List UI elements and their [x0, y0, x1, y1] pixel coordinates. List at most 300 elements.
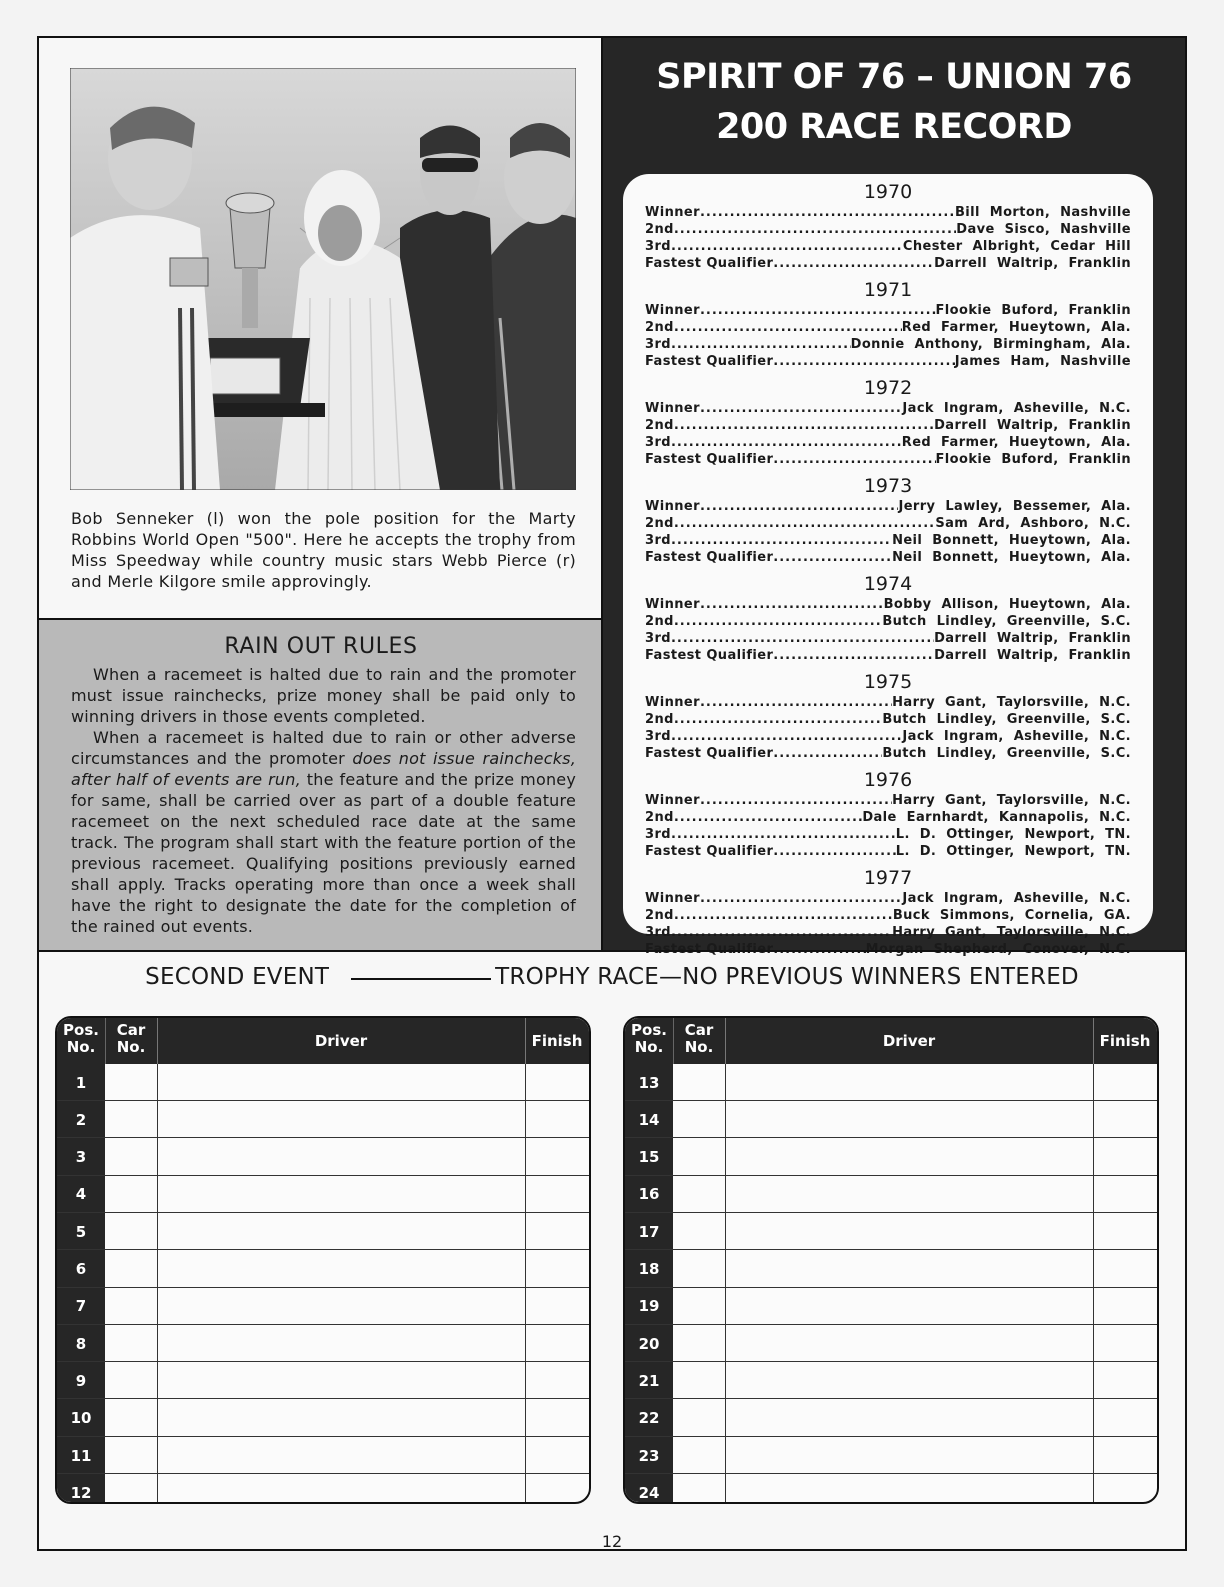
record-entry-value: Donnie Anthony, Birmingham, Ala. — [850, 337, 1131, 352]
car-no-cell[interactable] — [106, 1288, 157, 1325]
driver-cell[interactable] — [726, 1400, 1093, 1437]
top-section — [39, 38, 1185, 957]
table-row — [625, 1474, 1157, 1504]
dot-leader — [700, 498, 899, 515]
finish-cell[interactable] — [1094, 1251, 1157, 1288]
position-number: 7 — [75, 1297, 87, 1316]
position-number: 15 — [638, 1148, 660, 1167]
dot-leader — [773, 549, 892, 566]
table-row — [57, 1213, 589, 1250]
dot-leader — [700, 596, 884, 613]
position-number: 12 — [70, 1483, 92, 1502]
dot-leader — [773, 843, 896, 860]
record-entry-value: Bill Morton, Nashville — [954, 205, 1131, 220]
dot-leader — [773, 647, 934, 664]
header-pos-no — [625, 1018, 673, 1064]
record-entry-value: Butch Lindley, Greenville, S.C. — [882, 746, 1131, 761]
position-number: 24 — [638, 1483, 660, 1502]
record-entry — [645, 792, 1131, 809]
car-no-cell[interactable] — [674, 1064, 725, 1101]
record-entry — [645, 255, 1131, 272]
driver-cell[interactable] — [726, 1251, 1093, 1288]
driver-cell[interactable] — [726, 1213, 1093, 1250]
finish-cell[interactable] — [526, 1437, 589, 1474]
position-number: 2 — [75, 1110, 87, 1129]
record-entry-label: 2nd — [645, 418, 674, 433]
table-row — [625, 1101, 1157, 1138]
record-entry-value: L. D. Ottinger, Newport, TN. — [895, 827, 1131, 842]
header-car-line1: Car — [116, 1021, 146, 1039]
record-entry-label: 3rd — [645, 239, 671, 254]
rain-rule-p2-start: When a racemeet is halted due to rain or other adverse circumstances and the promoter — [71, 728, 576, 768]
record-entry-value: Flookie Buford, Franklin — [935, 303, 1131, 318]
record-entry-value: Darrell Waltrip, Franklin — [934, 648, 1131, 663]
position-number: 18 — [638, 1260, 660, 1278]
dot-leader — [671, 238, 903, 255]
rain-out-rules-title: RAIN OUT RULES — [224, 634, 418, 659]
record-entry-label: 3rd — [645, 435, 671, 450]
record-entry-label: Fastest Qualifier — [645, 648, 774, 663]
table-row — [625, 1400, 1157, 1437]
header-divider — [525, 1018, 526, 1064]
event-blank-line — [351, 978, 491, 980]
event-heading — [39, 964, 1185, 990]
driver-cell[interactable] — [158, 1213, 525, 1250]
header-pos-line1: Pos. — [63, 1021, 99, 1039]
record-entry — [645, 319, 1131, 336]
rain-rule-p2-end: the feature and the prize money for same, shall be carried over as part of a double feature racemeet on the next scheduled race date at the same track. The program shall start with the feature portion of the previous racemeet. Qualifying positions previously earned shall apply. Tracks operating more than once a week shall have the right to designate the date for the completion of the rained out events. — [71, 770, 576, 936]
record-entry-value: Bobby Allison, Hueytown, Ala. — [883, 597, 1131, 612]
driver-cell[interactable] — [726, 1288, 1093, 1325]
race-record-panel — [603, 38, 1185, 957]
car-no-cell[interactable] — [674, 1362, 725, 1399]
header-finish-label: Finish — [1099, 1031, 1151, 1050]
finish-cell[interactable] — [526, 1474, 589, 1504]
position-number: 10 — [70, 1409, 92, 1428]
car-no-cell[interactable] — [674, 1325, 725, 1362]
record-entry — [645, 451, 1131, 468]
second-event-section — [39, 950, 1185, 1551]
record-entry-label: Winner — [645, 401, 700, 416]
table-row — [57, 1325, 589, 1362]
table-row — [625, 1362, 1157, 1399]
record-entry-label: 3rd — [645, 729, 671, 744]
dot-leader — [700, 302, 936, 319]
record-entry-value: James Ham, Nashville — [954, 354, 1131, 369]
record-entry-label: 2nd — [645, 908, 674, 923]
position-number: 6 — [75, 1260, 87, 1278]
record-entry-label: 3rd — [645, 631, 671, 646]
finish-cell[interactable] — [526, 1400, 589, 1437]
car-no-cell[interactable] — [106, 1474, 157, 1504]
dot-leader — [674, 711, 883, 728]
rain-rule-paragraph-1: When a racemeet is halted due to rain and the promoter must issue rainchecks, prize money shall be paid only to winning drivers in those events completed. — [71, 665, 576, 726]
position-number: 11 — [70, 1446, 92, 1465]
dot-leader — [773, 255, 934, 272]
record-entry — [645, 204, 1131, 221]
dot-leader — [674, 417, 934, 434]
record-entry-label: Fastest Qualifier — [645, 942, 774, 957]
record-entry-value: Neil Bonnett, Hueytown, Ala. — [892, 550, 1131, 565]
record-entry — [645, 711, 1131, 728]
car-no-cell[interactable] — [106, 1176, 157, 1213]
record-entry-label: 2nd — [645, 712, 674, 727]
record-entry — [645, 843, 1131, 860]
race-record-list — [623, 174, 1153, 957]
page-frame — [37, 36, 1187, 1551]
record-entry-value: Harry Gant, Taylorsville, N.C. — [892, 695, 1131, 710]
race-trophy-photo — [70, 68, 576, 490]
record-entry-label: Winner — [645, 205, 700, 220]
car-no-cell[interactable] — [106, 1139, 157, 1176]
finish-cell[interactable] — [1094, 1362, 1157, 1399]
dot-leader — [674, 809, 863, 826]
car-no-cell[interactable] — [106, 1437, 157, 1474]
table-row — [625, 1213, 1157, 1250]
table-row — [625, 1176, 1157, 1213]
entry-table-right — [623, 1016, 1159, 1504]
finish-cell[interactable] — [1094, 1400, 1157, 1437]
record-entry-label: 2nd — [645, 516, 674, 531]
position-number: 3 — [75, 1148, 87, 1167]
record-entry — [645, 434, 1131, 451]
record-entry — [645, 221, 1131, 238]
finish-cell[interactable] — [1094, 1437, 1157, 1474]
table-row — [625, 1325, 1157, 1362]
record-entry — [645, 694, 1131, 711]
dot-leader — [700, 890, 902, 907]
dot-leader — [773, 745, 882, 762]
car-no-cell[interactable] — [106, 1101, 157, 1138]
record-year: 1976 — [863, 769, 913, 791]
driver-cell[interactable] — [158, 1064, 525, 1101]
driver-cell[interactable] — [158, 1325, 525, 1362]
header-driver-label: Driver — [882, 1031, 936, 1050]
record-entry — [645, 924, 1131, 941]
record-entry — [645, 647, 1131, 664]
driver-cell[interactable] — [158, 1176, 525, 1213]
finish-cell[interactable] — [1094, 1474, 1157, 1504]
record-entry-label: Fastest Qualifier — [645, 550, 774, 565]
position-number: 19 — [638, 1297, 660, 1316]
header-pos-line1: Pos. — [631, 1021, 667, 1039]
finish-cell[interactable] — [526, 1139, 589, 1176]
dot-leader — [674, 613, 883, 630]
record-entry-label: Fastest Qualifier — [645, 452, 774, 467]
record-entry-label: 3rd — [645, 533, 671, 548]
table-row — [625, 1064, 1157, 1101]
record-entry-value: Buck Simmons, Cornelia, GA. — [892, 908, 1131, 923]
record-entry-value: L. D. Ottinger, Newport, TN. — [895, 844, 1131, 859]
driver-cell[interactable] — [158, 1251, 525, 1288]
entry-table-left — [55, 1016, 591, 1504]
car-no-cell[interactable] — [674, 1101, 725, 1138]
record-entry — [645, 532, 1131, 549]
rain-rule-paragraph-2 — [71, 727, 576, 937]
record-entry-value: Jerry Lawley, Bessemer, Ala. — [898, 499, 1131, 514]
page-number: 12 — [601, 1532, 623, 1551]
record-entry-label: 2nd — [645, 810, 674, 825]
car-no-cell[interactable] — [674, 1213, 725, 1250]
driver-cell[interactable] — [726, 1362, 1093, 1399]
record-entry — [645, 613, 1131, 630]
record-entry — [645, 890, 1131, 907]
car-no-cell[interactable] — [106, 1362, 157, 1399]
dot-leader — [674, 319, 902, 336]
driver-cell[interactable] — [726, 1101, 1093, 1138]
driver-cell[interactable] — [158, 1362, 525, 1399]
header-pos-line2: No. — [634, 1038, 664, 1056]
header-car-no — [105, 1018, 157, 1064]
table-row — [625, 1288, 1157, 1325]
record-entry-value: Red Farmer, Hueytown, Ala. — [901, 435, 1131, 450]
record-entry-value: Red Farmer, Hueytown, Ala. — [901, 320, 1131, 335]
car-no-cell[interactable] — [674, 1176, 725, 1213]
position-number: 14 — [638, 1110, 660, 1129]
race-record-title-line-1: SPIRIT OF 76 – UNION 76 — [656, 57, 1132, 97]
finish-cell[interactable] — [1094, 1325, 1157, 1362]
event-label: SECOND EVENT — [145, 964, 330, 990]
car-no-cell[interactable] — [106, 1400, 157, 1437]
car-no-cell[interactable] — [674, 1400, 725, 1437]
finish-cell[interactable] — [1094, 1139, 1157, 1176]
dot-leader — [671, 630, 934, 647]
record-entry-value: Chester Albright, Cedar Hill — [902, 239, 1131, 254]
driver-cell[interactable] — [158, 1101, 525, 1138]
table-row — [57, 1064, 589, 1101]
record-year: 1971 — [863, 279, 913, 301]
table-row — [625, 1251, 1157, 1288]
header-car-line1: Car — [684, 1021, 714, 1039]
record-entry-value: Morgan Shepherd, Conover, N.C. — [865, 942, 1131, 957]
record-year: 1972 — [863, 377, 913, 399]
record-entry — [645, 238, 1131, 255]
position-number: 21 — [638, 1371, 660, 1390]
record-entry — [645, 417, 1131, 434]
position-number: 8 — [75, 1334, 87, 1353]
finish-cell[interactable] — [526, 1101, 589, 1138]
record-entry-label: Winner — [645, 499, 700, 514]
car-no-cell[interactable] — [106, 1064, 157, 1101]
record-entry-value: Darrell Waltrip, Franklin — [934, 418, 1131, 433]
record-entry-value: Jack Ingram, Asheville, N.C. — [902, 401, 1131, 416]
driver-cell[interactable] — [726, 1139, 1093, 1176]
photo-panel — [39, 38, 603, 620]
record-entry-value: Sam Ard, Ashboro, N.C. — [935, 516, 1131, 531]
header-driver — [725, 1018, 1093, 1064]
table-header — [625, 1018, 1157, 1064]
finish-cell[interactable] — [526, 1213, 589, 1250]
record-entry — [645, 549, 1131, 566]
position-number: 22 — [638, 1409, 660, 1428]
record-entry — [645, 728, 1131, 745]
header-pos-no — [57, 1018, 105, 1064]
header-pos-line2: No. — [66, 1038, 96, 1056]
record-entry-label: Fastest Qualifier — [645, 844, 774, 859]
record-entry-label: 2nd — [645, 222, 674, 237]
table-row — [57, 1288, 589, 1325]
dot-leader — [700, 694, 892, 711]
record-year: 1977 — [863, 867, 913, 889]
header-car-line2: No. — [116, 1038, 146, 1056]
dot-leader — [674, 515, 936, 532]
finish-cell[interactable] — [526, 1251, 589, 1288]
table-row — [57, 1362, 589, 1399]
position-number: 17 — [638, 1222, 660, 1241]
record-entry — [645, 515, 1131, 532]
car-no-cell[interactable] — [674, 1139, 725, 1176]
record-entry-label: Fastest Qualifier — [645, 354, 774, 369]
finish-cell[interactable] — [526, 1325, 589, 1362]
driver-cell[interactable] — [158, 1400, 525, 1437]
record-entry-value: Butch Lindley, Greenville, S.C. — [882, 614, 1131, 629]
record-entry-value: Butch Lindley, Greenville, S.C. — [882, 712, 1131, 727]
table-row — [625, 1139, 1157, 1176]
driver-cell[interactable] — [158, 1288, 525, 1325]
photo-caption: Bob Senneker (l) won the pole position for the Marty Robbins World Open "500". Here he accepts the trophy from Miss Speedway while country music stars Webb Pierce (r) and Merle Kilgore smile approvingly. — [71, 509, 576, 591]
dot-leader — [700, 400, 902, 417]
header-divider — [105, 1018, 106, 1064]
finish-cell[interactable] — [526, 1064, 589, 1101]
finish-cell[interactable] — [1094, 1176, 1157, 1213]
record-entry — [645, 353, 1131, 370]
rain-out-rules-panel — [39, 620, 603, 950]
car-no-cell[interactable] — [674, 1288, 725, 1325]
record-entry-label: Winner — [645, 597, 700, 612]
race-record-title-line-2: 200 RACE RECORD — [716, 107, 1072, 147]
car-no-cell[interactable] — [106, 1325, 157, 1362]
position-number: 4 — [75, 1185, 87, 1204]
record-entry — [645, 302, 1131, 319]
record-entry-value: Flookie Buford, Franklin — [935, 452, 1131, 467]
record-entry — [645, 336, 1131, 353]
driver-cell[interactable] — [726, 1437, 1093, 1474]
dot-leader — [700, 792, 892, 809]
rain-rule-p2-italic: does not issue rainchecks, after half of events are run, — [71, 749, 576, 789]
dot-leader — [671, 826, 896, 843]
header-divider — [1093, 1018, 1094, 1064]
finish-cell[interactable] — [1094, 1213, 1157, 1250]
record-entry-label: Winner — [645, 303, 700, 318]
driver-cell[interactable] — [726, 1474, 1093, 1504]
dot-leader — [700, 204, 955, 221]
dot-leader — [671, 336, 851, 353]
record-entry-label: Winner — [645, 891, 700, 906]
header-car-line2: No. — [684, 1038, 714, 1056]
record-entry-value: Harry Gant, Taylorsville, N.C. — [892, 925, 1131, 940]
driver-cell[interactable] — [158, 1474, 525, 1504]
finish-cell[interactable] — [526, 1362, 589, 1399]
finish-cell[interactable] — [526, 1288, 589, 1325]
position-number: 20 — [638, 1334, 660, 1353]
dot-leader — [671, 924, 892, 941]
table-header — [57, 1018, 589, 1064]
finish-cell[interactable] — [1094, 1101, 1157, 1138]
record-entry — [645, 596, 1131, 613]
table-row — [57, 1400, 589, 1437]
table-row — [57, 1101, 589, 1138]
dot-leader — [674, 907, 893, 924]
record-entry-label: Fastest Qualifier — [645, 256, 774, 271]
table-row — [57, 1437, 589, 1474]
record-entry — [645, 630, 1131, 647]
header-finish — [1093, 1018, 1157, 1064]
record-entry-label: 3rd — [645, 337, 671, 352]
header-car-no — [673, 1018, 725, 1064]
table-row — [57, 1139, 589, 1176]
dot-leader — [671, 434, 902, 451]
table-row — [625, 1437, 1157, 1474]
record-year: 1974 — [863, 573, 913, 595]
car-no-cell[interactable] — [674, 1474, 725, 1504]
dot-leader — [674, 221, 956, 238]
record-entry — [645, 498, 1131, 515]
table-row — [57, 1176, 589, 1213]
position-number: 5 — [75, 1222, 87, 1241]
photo-illustration-icon — [70, 68, 576, 490]
finish-cell[interactable] — [1094, 1288, 1157, 1325]
record-year: 1975 — [863, 671, 913, 693]
record-entry-label: Winner — [645, 793, 700, 808]
record-entry-value: Harry Gant, Taylorsville, N.C. — [892, 793, 1131, 808]
record-entry-label: 3rd — [645, 827, 671, 842]
dot-leader — [671, 532, 892, 549]
record-entry — [645, 809, 1131, 826]
record-entry-label: Fastest Qualifier — [645, 746, 774, 761]
driver-cell[interactable] — [158, 1437, 525, 1474]
record-entry-label: 3rd — [645, 925, 671, 940]
header-divider — [157, 1018, 158, 1064]
record-entry — [645, 826, 1131, 843]
record-entry-label: 2nd — [645, 320, 674, 335]
record-entry-value: Darrell Waltrip, Franklin — [934, 256, 1131, 271]
position-number: 13 — [638, 1073, 660, 1092]
header-driver-label: Driver — [314, 1031, 368, 1050]
header-finish-label: Finish — [531, 1031, 583, 1050]
table-row — [57, 1251, 589, 1288]
position-number: 9 — [75, 1371, 87, 1390]
finish-cell[interactable] — [1094, 1064, 1157, 1101]
driver-cell[interactable] — [158, 1139, 525, 1176]
record-entry — [645, 400, 1131, 417]
record-entry-value: Neil Bonnett, Hueytown, Ala. — [892, 533, 1131, 548]
car-no-cell[interactable] — [106, 1251, 157, 1288]
header-finish — [525, 1018, 589, 1064]
driver-cell[interactable] — [726, 1325, 1093, 1362]
position-number: 1 — [75, 1073, 87, 1092]
position-number: 23 — [638, 1446, 660, 1465]
car-no-cell[interactable] — [106, 1213, 157, 1250]
record-year: 1970 — [863, 181, 913, 203]
event-race-name: TROPHY RACE—NO PREVIOUS WINNERS ENTERED — [495, 964, 1079, 990]
record-entry-value: Darrell Waltrip, Franklin — [934, 631, 1131, 646]
header-driver — [157, 1018, 525, 1064]
dot-leader — [773, 353, 955, 370]
record-entry — [645, 907, 1131, 924]
record-entry-value: Dale Earnhardt, Kannapolis, N.C. — [862, 810, 1131, 825]
table-row — [57, 1474, 589, 1504]
finish-cell[interactable] — [526, 1176, 589, 1213]
driver-cell[interactable] — [726, 1064, 1093, 1101]
record-entry-value: Jack Ingram, Asheville, N.C. — [902, 729, 1131, 744]
car-no-cell[interactable] — [674, 1251, 725, 1288]
record-entry-value: Jack Ingram, Asheville, N.C. — [902, 891, 1131, 906]
car-no-cell[interactable] — [674, 1437, 725, 1474]
dot-leader — [773, 451, 935, 468]
driver-cell[interactable] — [726, 1176, 1093, 1213]
header-divider — [673, 1018, 674, 1064]
race-record-title — [603, 52, 1185, 152]
